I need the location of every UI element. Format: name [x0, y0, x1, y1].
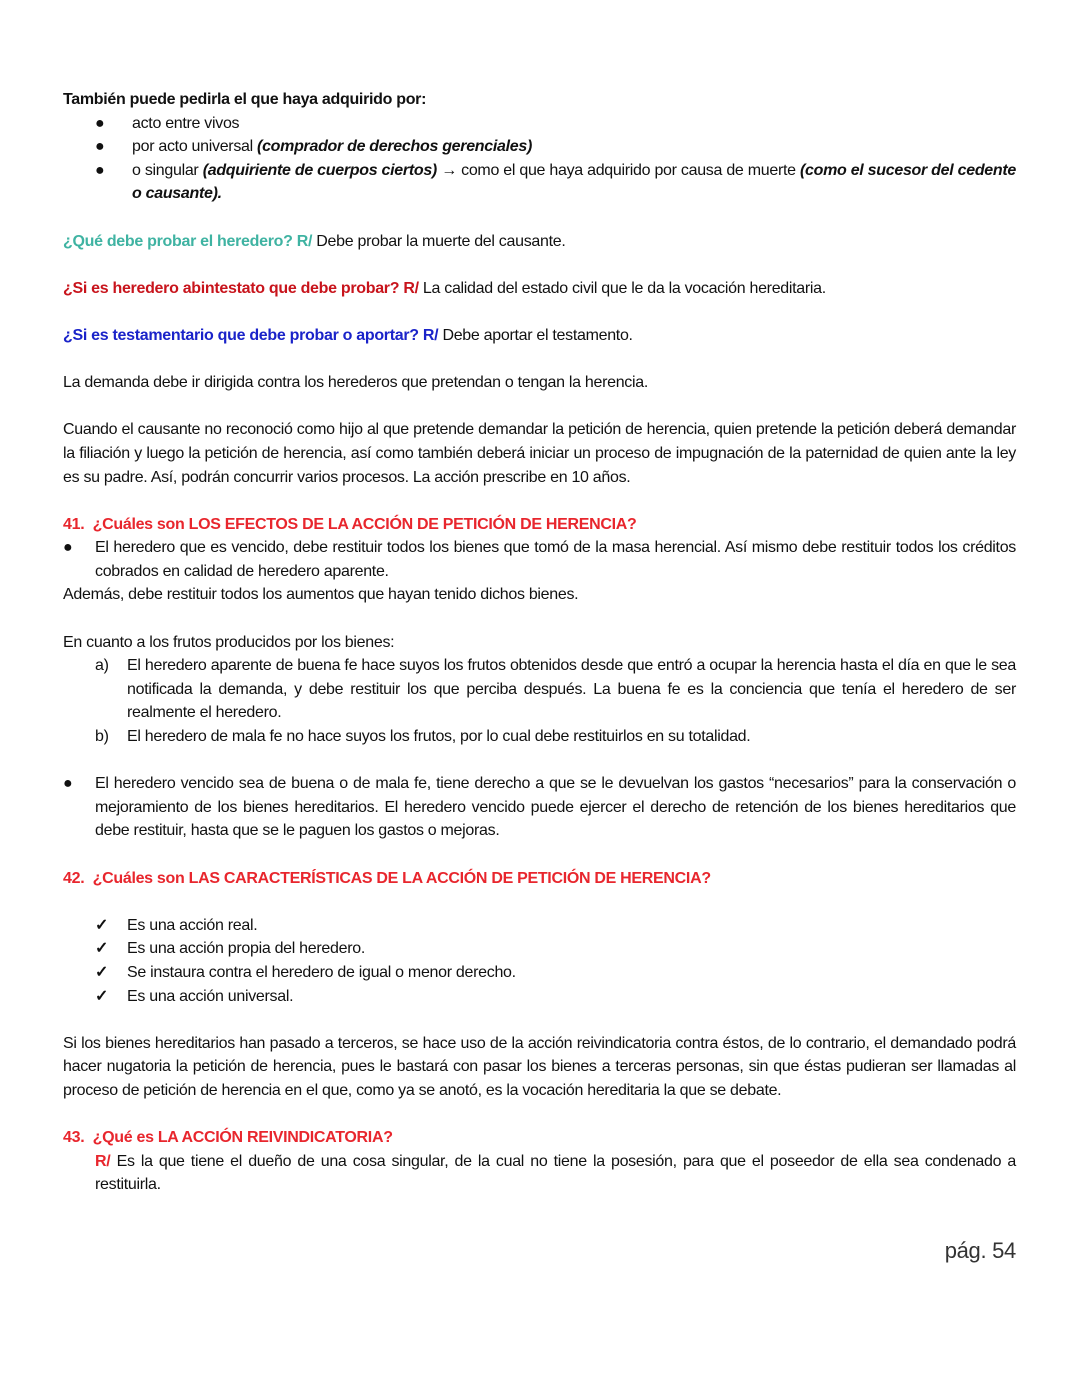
item-text: Se instaura contra el heredero de igual o menor derecho.	[127, 963, 516, 981]
item-text: Es una acción real.	[127, 916, 258, 934]
item-text: El heredero que es vencido, debe restituir todos los bienes que tomó de la masa herencial. Así mismo debe restituir todos los créditos cobrados en calidad de heredero aparente.	[95, 539, 1016, 580]
answer-43	[95, 1150, 1016, 1197]
bullet-icon: ●	[63, 775, 73, 793]
item-text: El heredero de mala fe no hace suyos los frutos, por lo cual debe restituirlos en su totalidad.	[127, 728, 751, 746]
heading-43	[63, 1126, 1016, 1150]
characteristics-list	[95, 914, 1016, 1008]
item-text: o singular	[132, 161, 203, 179]
intro-title: También puede pedirla el que haya adquirido por:	[63, 91, 427, 108]
page-number: pág. 54	[944, 1237, 1016, 1263]
paragraph: La demanda debe ir dirigida contra los herederos que pretendan o tengan la herencia.	[63, 374, 649, 392]
list-item	[95, 654, 1016, 725]
list-item	[63, 536, 1016, 583]
item-emphasis: (comprador de derechos gerenciales)	[257, 138, 532, 156]
question: ¿Qué debe probar el heredero? R/	[63, 232, 313, 250]
list-marker: b)	[95, 728, 109, 746]
item-text: El heredero aparente de buena fe hace suyos los frutos obtenidos desde que entró a ocupar la herencia hasta el día en que le sea notificada la demanda, y debe restituir los que perciba después. La buena fe es la conciencia que tenía el heredero de ser realmente el heredero.	[127, 657, 1016, 722]
qa-heredero	[63, 230, 1016, 254]
heading-text: ¿Qué es LA ACCIÓN REIVINDICATORIA?	[92, 1129, 393, 1147]
list-item	[63, 772, 1016, 843]
list-item	[95, 914, 1016, 938]
paragraph: En cuanto a los frutos producidos por los bienes:	[63, 633, 395, 651]
item-text: acto entre vivos	[132, 114, 240, 132]
paragraph: Además, debe restituir todos los aumentos que hayan tenido dichos bienes.	[63, 586, 579, 604]
list-item	[95, 112, 1016, 136]
list-item	[95, 961, 1016, 985]
check-icon: ✓	[95, 963, 109, 981]
list-item	[95, 937, 1016, 961]
list-item	[95, 159, 1016, 206]
paragraph: Si los bienes hereditarios han pasado a terceros, se hace uso de la acción reivindicatoria contra éstos, de lo contrario, el demandado podrá hacer nugatoria la petición de herencia, pues le bastará con pasar los bienes a terceras personas, sin que éstas pudieran ser llamadas al proceso de petición de herencia en el que, como ya se anotó, es la vocación hereditaria la que se debate.	[63, 1034, 1016, 1099]
check-icon: ✓	[95, 916, 109, 934]
paragraph: Cuando el causante no reconoció como hijo al que pretende demandar la petición de herencia, quien pretende la petición deberá demandar la filiación y luego la petición de herencia, así como también deberá iniciar un proceso de impugnación de la paternidad de quien ante la ley es su padre. Así, podrán concurrir varios procesos. La acción prescribe en 10 años.	[63, 421, 1016, 486]
bullet-icon: ●	[95, 114, 105, 132]
answer-text: Es la que tiene el dueño de una cosa singular, de la cual no tiene la posesión, para que el poseedor de ella sea condenado a restituirla.	[95, 1152, 1016, 1194]
list-marker: a)	[95, 657, 109, 675]
intro-list	[95, 112, 1016, 206]
heading-text: ¿Cuáles son LOS EFECTOS DE LA ACCIÓN DE PETICIÓN DE HERENCIA?	[92, 515, 637, 533]
item-emphasis: (como el sucesor del cedente o causante).	[132, 161, 1016, 203]
item-emphasis: (adquiriente de cuerpos ciertos)	[202, 161, 437, 179]
heading-number: 42.	[63, 869, 85, 887]
list-item	[95, 725, 1016, 749]
qa-abintestato	[63, 277, 1016, 301]
answer-marker: R/	[95, 1152, 111, 1170]
qa-testamentario	[63, 324, 1016, 348]
frutos-list	[95, 654, 1016, 748]
item-text: Es una acción propia del heredero.	[127, 940, 365, 958]
item-text: Es una acción universal.	[127, 987, 294, 1005]
bullet-icon: ●	[95, 138, 105, 156]
arrow-icon: →	[441, 161, 457, 179]
answer: La calidad del estado civil que le da la vocación hereditaria.	[418, 279, 826, 297]
item-text: El heredero vencido sea de buena o de mala fe, tiene derecho a que se le devuelvan los gastos “necesarios” para la conservación o mejoramiento de los bienes hereditarios. El heredero vencido puede ejercer el derecho de retención de los bienes hereditarios que debe restituir, hasta que se le paguen los gastos o mejoras.	[95, 775, 1016, 840]
heading-number: 43.	[63, 1129, 85, 1147]
heading-42	[63, 867, 1016, 891]
answer: Debe probar la muerte del causante.	[312, 232, 566, 250]
item-text: como el que haya adquirido por causa de muerte	[456, 161, 800, 179]
question: ¿Si es testamentario que debe probar o aportar? R/	[63, 326, 439, 344]
bullet-icon: ●	[95, 161, 105, 179]
heading-number: 41.	[63, 515, 85, 533]
check-icon: ✓	[95, 940, 109, 958]
check-icon: ✓	[95, 987, 109, 1005]
question: ¿Si es heredero abintestato que debe probar? R/	[63, 279, 419, 297]
list-item	[95, 985, 1016, 1009]
bullet-icon: ●	[63, 539, 73, 557]
answer: Debe aportar el testamento.	[438, 326, 633, 344]
heading-41	[63, 513, 1016, 537]
list-item	[95, 135, 1016, 159]
heading-text: ¿Cuáles son LAS CARACTERÍSTICAS DE LA ACCIÓN DE PETICIÓN DE HERENCIA?	[92, 869, 711, 887]
item-text: por acto universal	[132, 138, 258, 156]
